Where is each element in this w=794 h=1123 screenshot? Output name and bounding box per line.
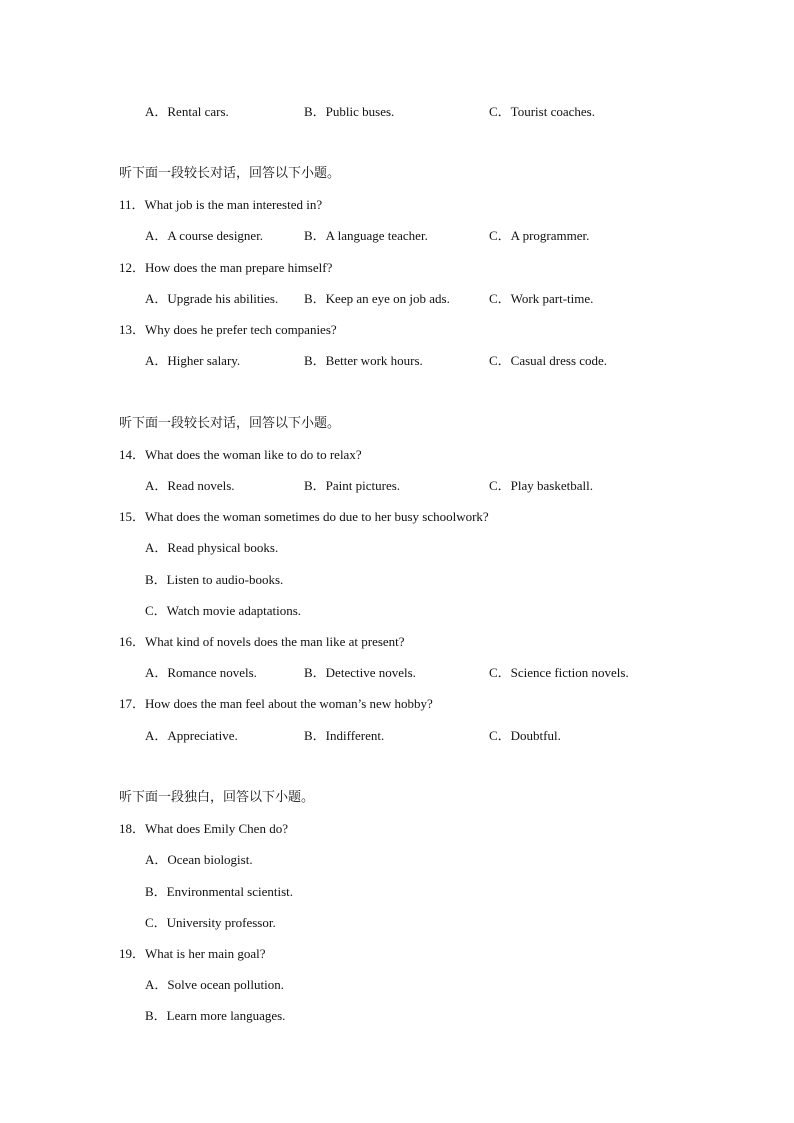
option-b: B．A language teacher. bbox=[304, 228, 428, 243]
option-c: C．Tourist coaches. bbox=[489, 104, 595, 119]
option-a: A．Higher salary. bbox=[145, 353, 241, 368]
option-a: A．Ocean biologist. bbox=[145, 852, 253, 867]
option-b: B．Public buses. bbox=[304, 104, 395, 119]
section-instruction: 听下面一段独白，回答以下小题。 bbox=[119, 790, 315, 805]
option-a: A．Read physical books. bbox=[145, 540, 279, 555]
option-b: B．Keep an eye on job ads. bbox=[304, 291, 450, 306]
section-instruction: 听下面一段较长对话，回答以下小题。 bbox=[119, 416, 341, 431]
question-17: 17．How does the man feel about the woman’s new hobby? bbox=[119, 696, 433, 711]
option-c: C．Science fiction novels. bbox=[489, 665, 629, 680]
question-11: 11．What job is the man interested in? bbox=[119, 197, 323, 212]
question-19: 19．What is her main goal? bbox=[119, 946, 266, 961]
question-16: 16．What kind of novels does the man like at present? bbox=[119, 634, 405, 649]
option-b: B．Learn more languages. bbox=[145, 1008, 286, 1023]
option-a: A．Solve ocean pollution. bbox=[145, 977, 285, 992]
question-12: 12．How does the man prepare himself? bbox=[119, 260, 333, 275]
option-a: A．Romance novels. bbox=[145, 665, 257, 680]
option-a: A．Read novels. bbox=[145, 478, 235, 493]
option-c: C．Work part-time. bbox=[489, 291, 594, 306]
option-b: B．Indifferent. bbox=[304, 728, 385, 743]
option-b: B．Better work hours. bbox=[304, 353, 423, 368]
option-a: A．Appreciative. bbox=[145, 728, 238, 743]
option-a: A．Rental cars. bbox=[145, 104, 229, 119]
question-14: 14．What does the woman like to do to relax? bbox=[119, 447, 362, 462]
option-c: C．Play basketball. bbox=[489, 478, 593, 493]
option-c: C．Casual dress code. bbox=[489, 353, 608, 368]
option-b: B．Detective novels. bbox=[304, 665, 416, 680]
option-a: A．Upgrade his abilities. bbox=[145, 291, 279, 306]
option-b: B．Environmental scientist. bbox=[145, 884, 294, 899]
question-15: 15．What does the woman sometimes do due to her busy schoolwork? bbox=[119, 509, 489, 524]
option-a: A．A course designer. bbox=[145, 228, 264, 243]
option-c: C．Watch movie adaptations. bbox=[145, 603, 302, 618]
option-c: C．Doubtful. bbox=[489, 728, 561, 743]
option-c: C．University professor. bbox=[145, 915, 276, 930]
option-c: C．A programmer. bbox=[489, 228, 590, 243]
option-b: B．Listen to audio-books. bbox=[145, 572, 284, 587]
question-18: 18．What does Emily Chen do? bbox=[119, 821, 288, 836]
section-instruction: 听下面一段较长对话，回答以下小题。 bbox=[119, 166, 341, 181]
option-b: B．Paint pictures. bbox=[304, 478, 401, 493]
question-13: 13．Why does he prefer tech companies? bbox=[119, 322, 337, 337]
